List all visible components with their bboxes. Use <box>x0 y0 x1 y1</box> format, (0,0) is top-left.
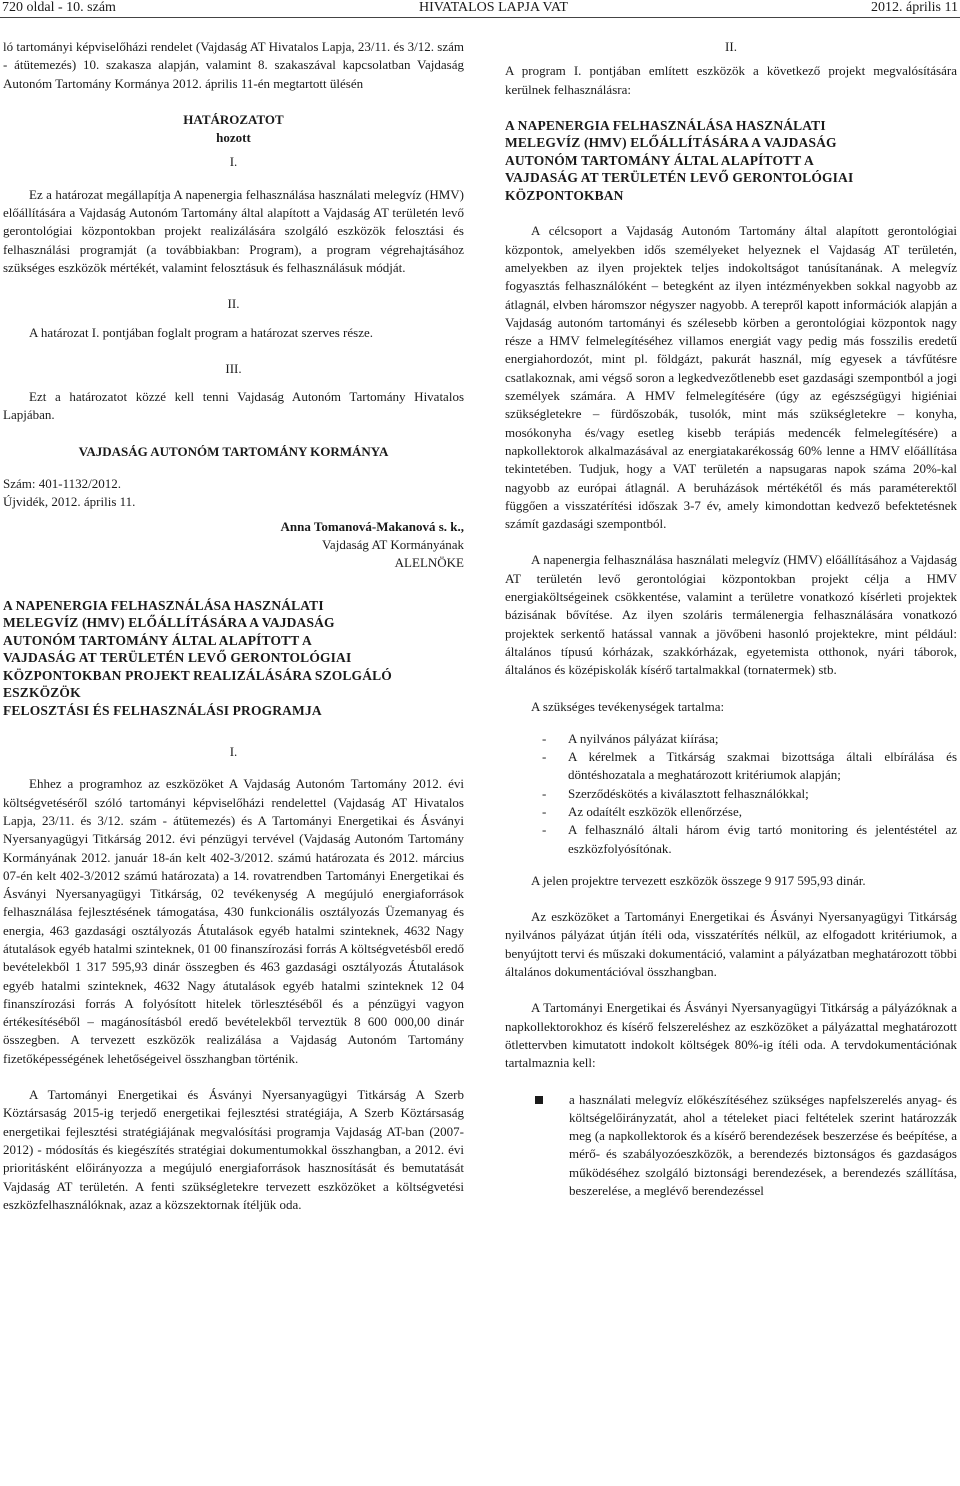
program-title-line: KÖZPONTOKBAN PROJEKT REALIZÁLÁSÁRA SZOLGÁLÓ <box>3 667 392 683</box>
total-amount: A jelen projektre tervezett eszközök összege 9 917 595,93 dinár. <box>531 872 866 888</box>
intro-paragraph: ló tartományi képviselőházi rendelet (Vajdaság AT Hivatalos Lapja, 23/11. és 3/12. szám - átütemezés) 10. szakasza alapján, valamint 8. szakaszával kapcsolatban Vajdaság Autonóm Tartomány Kormánya 2012. április 11-én megtartott ülésén <box>3 39 464 91</box>
square-bullet-icon <box>535 1096 543 1104</box>
intro-paragraph: A program I. pontjában említett eszközök a következő projekt megvalósítására kerülnek felhasználásra: <box>505 63 957 97</box>
section-text: Ez a határozat megállapítja A napenergia felhasználása használati melegvíz (HMV) előállítására a Vajdaság Autonóm Tartomány által alapított a Vajdaság AT területén levő gerontológiai központokban projekt realizálására szolgáló eszközök felosztási és felhasználási programját (a továbbiakban: Program), a program végrehajtásához szükséges eszközök mértékét, valamint felosztásuk és felhasználásuk módját. <box>3 186 464 275</box>
signer-name: Anna Tomanová-Makanová s. k., <box>280 518 464 534</box>
project-title-line: A NAPENERGIA FELHASZNÁLÁSA HASZNÁLATI <box>505 117 826 133</box>
signer-organization: Vajdaság AT Kormányának <box>321 536 464 552</box>
list-item: - A kérelmek a Titkárság szakmai bizottsága általi elbírálása és döntéshozatala a meghatározott kritériumok alapján; <box>542 748 957 785</box>
right-column <box>505 38 957 1200</box>
list-item: - Az odaítélt eszközök ellenőrzése, <box>542 803 957 821</box>
header-date: 2012. április 11 <box>871 0 958 15</box>
document-number: Szám: 401-1132/2012. <box>3 476 121 492</box>
program-title-line: A NAPENERGIA FELHASZNÁLÁSA HASZNÁLATI <box>3 597 324 613</box>
program-title-line: FELOSZTÁSI ÉS FELHASZNÁLÁSI PROGRAMJA <box>3 702 322 718</box>
list-item-text: a használati melegvíz előkészítéséhez szükséges napfelszerelés anyag- és költségelőirányzatát, ahol a tételeket piaci feltételek szerint határozzák meg (a napkollektorok és a kísérő berendezések beszerzése és beépítése, a mérő- és szabályozóeszközök, a berendezés biztonságos és gazdaságos működéséhez szolgáló biztonsági berendezések, a berendezés szállítása, beszerelése, a meglévő berendezéssel <box>569 1091 957 1199</box>
list-item: - A felhasználó általi három évig tartó monitoring és jelentéstétel az eszközfolyósítónak. <box>542 821 957 858</box>
activities-intro: A szükséges tevékenységek tartalma: <box>531 698 725 714</box>
header-publication: HIVATALOS LAPJA VAT <box>418 0 568 15</box>
header-page-number: 720 oldal - 10. szám <box>2 0 116 15</box>
program-title-line: AUTONÓM TARTOMÁNY ÁLTAL ALAPÍTOTT A <box>3 632 312 648</box>
program-title-line: ESZKÖZÖK <box>3 685 81 701</box>
program-paragraph: A Tartományi Energetikai és Ásványi Nyersanyagügyi Titkárság A Szerb Köztársaság 2015-ig terjedő energetikai fejlesztési stratégiája, A Szerb Köztársaság energetikai fejlesztési stratégiájának megvalósítási programja Vajdaság AT-ban (2007-2012) - módosítás és kiegészítés stratégiai dokumentumokkal összhangban, a 2012. évi prioritásként előirányozza a megújuló energiaforrások hasznosítását és bemutatását Vajdaság AT területén. A fenti szükségletekre tervezett eszközöket a költségvetési eszközfelhasználóknak, azaz a közszektornak ítéljük oda. <box>3 1087 464 1212</box>
place-date: Újvidék, 2012. április 11. <box>3 494 136 510</box>
list-item <box>535 1091 957 1201</box>
left-column <box>3 38 464 1214</box>
program-title-line: MELEGVÍZ (HMV) ELŐÁLLÍTÁSÁRA A VAJDASÁG <box>3 615 335 631</box>
section-text: Ezt a határozatot közzé kell tenni Vajdaság Autonóm Tartomány Hivatalos Lapjában. <box>3 389 464 423</box>
section-number: I. <box>229 154 238 170</box>
project-paragraph: A Tartományi Energetikai és Ásványi Nyersanyagügyi Titkárság a pályázóknak a napkollektorokhoz és kísérő felszereléshez az eszközöket a pályázattal meghatározott ötlettervben kimutatott indokolt költségek 80%-ig ítéli oda. A tervdokumentációnak tartalmaznia kell: <box>505 1000 957 1071</box>
project-paragraph: A napenergia felhasználása használati melegvíz (HMV) előállításához a Vajdaság AT területén levő gerontológiai központokban projekt célja a HMV energiaköltségeinek csökkentése, valamint a területre vonatkozó kísérleti projektek bázisának bővítése. Az ilyen szoláris termálenergia felhasználására vonatkozó projektek serkentő hatással vannak a jövőbeni hasonló projektekre, mint például: általános típusú kórházak, szakkórházak, egyetemista otthonok, nyári táborok, általános és középiskolák kísérő tartalmakkal (tornatermek) stb. <box>505 552 957 678</box>
project-paragraph: Az eszközöket a Tartományi Energetikai és Ásványi Nyersanyagügyi Titkárság nyilvános pályázat útján ítéli oda, visszatérítés nélkül, az elfogadott kritériumok, a benyújtott tervi és műszaki dokumentáció, valamint a pályázatban meghatározott többi általános dokumentációval összhangban. <box>505 909 957 980</box>
decision-title: HATÁROZATOT <box>183 111 284 127</box>
header-rule <box>0 17 960 18</box>
list-item: - A nyilvános pályázat kiírása; <box>542 730 957 748</box>
program-paragraph: Ehhez a programhoz az eszközöket A Vajdaság Autonóm Tartomány 2012. évi költségvetéséről szóló tartományi képviselőházi rendelettel (Vajdaság AT Hivatalos Lapja, 23/11. és 3/12. szám - átütemezés) és A Tartományi Energetikai és Ásványi Nyersanyagügyi Titkárság 2012. évi pénzügyi tervével (Vajdaság Autonóm Tartomány Kormányának 2012. január 18-án kelt 402-3/2012. számú határozata és 2012. március 07-én kelt 402-3/2012 számú határozata) a 14. rovatrendben Tartományi Energetikai és Ásványi Nyersanyagügyi Titkárság, 02 tevékenység A megújuló energiaforrások felhasználása fejlesztésének támogatása, 430 funkcionális osztályozás Üzemanyag és energia, 463 gazdasági osztályozás Átutalások egyéb hatalmi szinteknek, 4632 Nagy átutalások egyéb hatalmi szinteknek, 01 00 finanszírozási forrás A költségvetésből eredő bevételekből 1 317 595,93 dinár összegben és 463 gazdasági osztályozás Átutalások egyéb hatalmi szinteknek, 4632 Nagy átutalások egyéb hatalmi szinteknek 12 04 finanszírozási forrás A folyósított hitelek törlesztéséből és a pénzügyi vagyon értékesítéséből – magánosításból eredő bevételekből terveztük 8 600 000,00 dinár összegben. A tervezett eszközök realizálása a Vajdaság Autonóm Tartomány fizetőképességének lehetőségeivel összhangban történik. <box>3 776 464 1066</box>
decision-subtitle: hozott <box>216 130 251 146</box>
project-title-line: VAJDASÁG AT TERÜLETÉN LEVŐ GERONTOLÓGIAI <box>505 170 854 186</box>
activities-list <box>505 730 957 858</box>
signer-role: ALELNÖKE <box>394 555 464 571</box>
project-title-line: AUTONÓM TARTOMÁNY ÁLTAL ALAPÍTOTT A <box>505 152 814 168</box>
page-header <box>2 0 958 16</box>
project-paragraph: A célcsoport a Vajdaság Autonóm Tartomány által alapított gerontológiai központok, amelyekben idős személyeket helyeznek el Vajdaság AT területén, amelyekben az ilyen projektek teljes indokoltságot tanúsítanának. A melegvíz fogyasztás felhasználóként – betegként az ilyen intézményekben sokkal nagyobb az átlagnál, elvben háromszor négyszer nagyobb. A terepről kapott információk alapján a Vajdaság autonóm tartományi és szélesebb körben a gerontológiai központok nagy része a HMV felmelegítéséhez villamos energiát vagy pedig más fosszilis eredetű energiahordozót, mint pl. földgázt, pakurát használ, míg egyesek a távfűtésre csatlakoznak, ami végső soron a legkedvezőtlenebb eset gazdasági szempontból a jogi személyek számára. A HMV felmelegítésére (úgy az egészségügyi higiéniai szükségletekre – fürdőszobák, tusolók, mint más szükségletekre – konyha, mosókonyha és/vagy esetleg kisebb terápiás medencék felmelegítésére) a napkollektorok alkalmazásával az energiatakarékosság 60% lenne a HMV előállítása tekintetében. Tudjuk, hogy a VAT területén a napsugaras napok száma 20%-kal nagyobb az európai átlagnál. A beruházások mértékétől és más paraméterektől függően a visszatérítési időszak 3-7 év, amely kimondottan kedvező befektetésnek számít gazdasági szempontból. <box>505 223 957 532</box>
project-title-line: KÖZPONTOKBAN <box>505 187 624 203</box>
project-title-line: MELEGVÍZ (HMV) ELŐÁLLÍTÁSÁRA A VAJDASÁG <box>505 135 837 151</box>
program-title-line: VAJDASÁG AT TERÜLETÉN LEVŐ GERONTOLÓGIAI <box>3 650 352 666</box>
government-name: VAJDASÁG AUTONÓM TARTOMÁNY KORMÁNYA <box>78 443 389 459</box>
section-number: II. <box>227 296 240 312</box>
section-number: II. <box>725 39 737 54</box>
section-text: A határozat I. pontjában foglalt program a határozat szerves része. <box>29 324 373 340</box>
section-number: I. <box>229 744 238 760</box>
requirements-list <box>505 1091 957 1201</box>
program-title <box>3 597 464 720</box>
project-title <box>505 117 957 205</box>
section-number: III. <box>225 360 242 376</box>
list-item: - Szerződéskötés a kiválasztott felhasználókkal; <box>542 785 957 803</box>
